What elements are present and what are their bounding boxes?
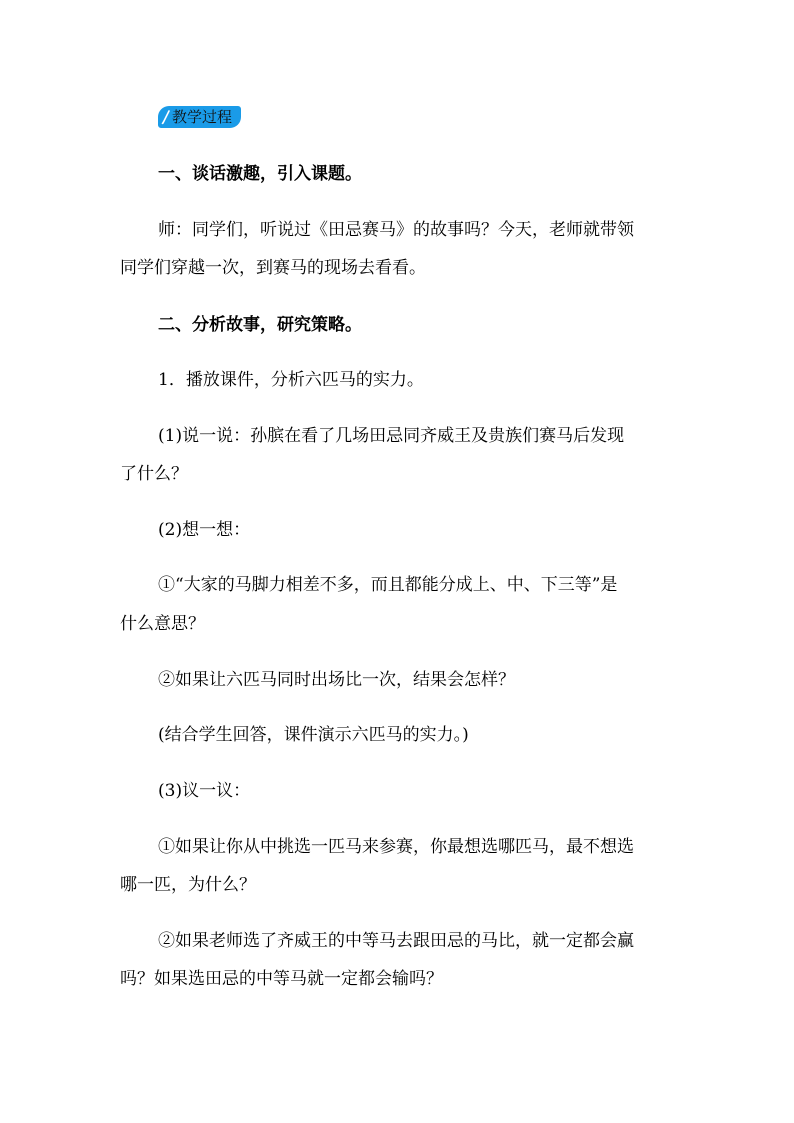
step-1-think: (2)想一想： — [158, 520, 251, 540]
question-2: ②如果让六匹马同时出场比一次，结果会怎样？ — [158, 670, 515, 690]
discuss-2-cont: 吗？如果选田忌的中等马就一定都会输吗？ — [120, 969, 443, 989]
discuss-2: ②如果老师选了齐威王的中等马去跟田忌的马比，就一定都会赢 — [158, 931, 634, 951]
discuss-1-cont: 哪一匹，为什么？ — [120, 875, 256, 895]
step-1-say-cont: 了什么？ — [120, 464, 188, 484]
section-badge — [158, 106, 241, 128]
discuss-1: ①如果让你从中挑选一匹马来参赛，你最想选哪匹马，最不想选 — [158, 837, 634, 857]
heading-intro: 一、谈话激趣，引入课题。 — [158, 164, 362, 184]
pencil-icon — [161, 109, 171, 125]
heading-analysis: 二、分析故事，研究策略。 — [158, 315, 362, 335]
step-1: 1．播放课件，分析六匹马的实力。 — [158, 370, 424, 390]
question-1: ①“大家的马脚力相差不多，而且都能分成上、中、下三等”是 — [158, 575, 618, 595]
question-1-cont: 什么意思？ — [120, 614, 205, 634]
step-1-say: (1)说一说：孙膑在看了几场田忌同齐威王及贵族们赛马后发现 — [158, 426, 625, 446]
section-badge-label: 教学过程 — [172, 108, 233, 126]
teacher-line-cont: 同学们穿越一次，到赛马的现场去看看。 — [120, 258, 426, 278]
step-1-discuss: (3)议一议： — [158, 781, 251, 801]
note-demo: (结合学生回答，课件演示六匹马的实力。) — [158, 725, 469, 745]
teacher-line: 师：同学们，听说过《田忌赛马》的故事吗？今天，老师就带领 — [158, 220, 634, 240]
